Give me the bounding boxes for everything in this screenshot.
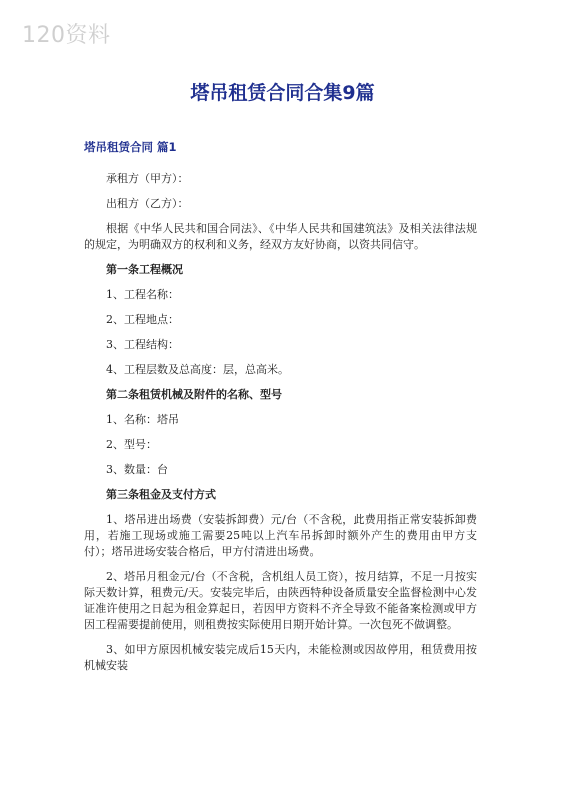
- paragraph: 1、名称：塔吊: [106, 413, 179, 426]
- section-title: 塔吊租赁合同 篇1: [84, 140, 177, 154]
- paragraph: 根据《中华人民共和国合同法》、《中华人民共和国建筑法》及相关法律法规的规定，为明确双方的权利和义务，经双方友好协商，以资共同信守。: [84, 222, 477, 251]
- paragraph: 2、工程地点：: [106, 313, 179, 326]
- paragraph: 3、如甲方原因机械安装完成后15天内，未能检测或因故停用，租赁费用按机械安装: [84, 643, 477, 672]
- paragraph: 承租方（甲方）：: [106, 172, 189, 185]
- paragraph: 3、数量：台: [106, 463, 168, 476]
- paragraph: 2、塔吊月租金元/台（不含税，含机组人员工资），按月结算，不足一月按实际天数计算，租费元/天。安装完毕后，由陕西特种设备质量安全监督检测中心发证准许使用之日起为租金算起日，若因甲方资料不齐全导致不能备案检测或甲方因工程需要提前使用，则租费按实际使用日期开始计算。一次包死不做调整。: [84, 570, 477, 631]
- paragraph: 出租方（乙方）：: [106, 197, 189, 210]
- paragraph: 2、型号：: [106, 438, 157, 451]
- paragraph: 4、工程层数及总高度：层，总高米。: [106, 363, 289, 376]
- paragraph: 1、工程名称：: [106, 288, 179, 301]
- clause-heading: 第二条租赁机械及附件的名称、型号: [106, 388, 282, 401]
- clause-heading: 第一条工程概况: [106, 263, 183, 276]
- contract-body: [84, 171, 477, 683]
- paragraph: 1、塔吊进出场费（安装拆卸费）元/台（不含税，此费用指正常安装拆卸费用，若施工现场或施工需要25吨以上汽车吊拆卸时额外产生的费用由甲方支付）；塔吊进场安装合格后，甲方付清进出场费。: [84, 513, 477, 558]
- clause-heading: 第三条租金及支付方式: [106, 488, 216, 501]
- document-title: 塔吊租赁合同合集9篇: [190, 82, 375, 104]
- watermark-logo: 120资料: [22, 23, 111, 48]
- paragraph: 3、工程结构：: [106, 338, 179, 351]
